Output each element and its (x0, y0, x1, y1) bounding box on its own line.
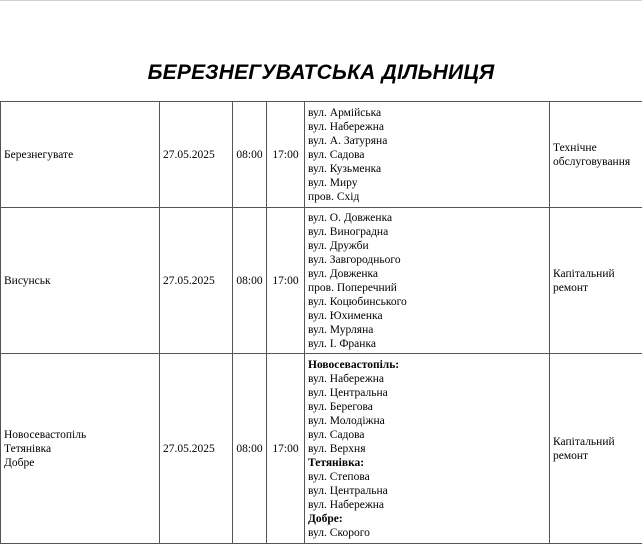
street-name: вул. Кузьменка (308, 162, 546, 176)
end-time-cell: 17:00 (267, 208, 305, 354)
work-type-cell: Технічне обслуговування (550, 102, 642, 208)
table-row (1, 208, 642, 354)
street-name: вул. Скорого (308, 526, 546, 540)
location-name: Тетянівка (4, 442, 156, 456)
street-name: вул. Виноградна (308, 225, 546, 239)
location-cell (1, 354, 160, 544)
streets-cell (305, 354, 550, 544)
table-row (1, 354, 642, 544)
street-name: вул. Дружби (308, 239, 546, 253)
work-type-cell: Капітальний ремонт (550, 354, 642, 544)
start-time-cell: 08:00 (233, 354, 267, 544)
street-name: вул. Центральна (308, 484, 546, 498)
settlement-heading: Добре: (308, 512, 546, 526)
location-name: Добре (4, 456, 156, 470)
settlement-heading: Тетянівка: (308, 456, 546, 470)
street-name: вул. Садова (308, 428, 546, 442)
street-name: вул. Набережна (308, 372, 546, 386)
street-name: вул. Берегова (308, 400, 546, 414)
start-time-cell: 08:00 (233, 102, 267, 208)
location-name: Новосевастопіль (4, 428, 156, 442)
street-name: вул. О. Довженка (308, 211, 546, 225)
date-cell: 27.05.2025 (160, 102, 233, 208)
date-cell: 27.05.2025 (160, 354, 233, 544)
street-name: вул. Мурляна (308, 323, 546, 337)
streets-cell (305, 102, 550, 208)
table-row (1, 102, 642, 208)
location-cell (1, 102, 160, 208)
street-name: вул. Коцюбинського (308, 295, 546, 309)
street-name: вул. Набережна (308, 120, 546, 134)
street-name: вул. Верхня (308, 442, 546, 456)
work-type-cell: Капітальний ремонт (550, 208, 642, 354)
location-cell (1, 208, 160, 354)
street-name: вул. Юхименка (308, 309, 546, 323)
street-name: вул. А. Затуряна (308, 134, 546, 148)
street-name: пров. Схід (308, 190, 546, 204)
street-name: пров. Поперечний (308, 281, 546, 295)
outage-schedule-table (0, 101, 642, 544)
street-name: вул. Центральна (308, 386, 546, 400)
street-name: вул. І. Франка (308, 337, 546, 351)
settlement-heading: Новосевастопіль: (308, 358, 546, 372)
street-name: вул. Миру (308, 176, 546, 190)
end-time-cell: 17:00 (267, 102, 305, 208)
street-name: вул. Набережна (308, 498, 546, 512)
street-name: вул. Армійська (308, 106, 546, 120)
page-title: БЕРЕЗНЕГУВАТСЬКА ДІЛЬНИЦЯ (0, 58, 642, 88)
street-name: вул. Садова (308, 148, 546, 162)
location-name: Висунськ (4, 274, 156, 288)
location-name: Березнегувате (4, 148, 156, 162)
top-border (0, 0, 642, 1)
street-name: вул. Завгороднього (308, 253, 546, 267)
end-time-cell: 17:00 (267, 354, 305, 544)
street-name: вул. Степова (308, 470, 546, 484)
street-name: вул. Молодіжна (308, 414, 546, 428)
start-time-cell: 08:00 (233, 208, 267, 354)
date-cell: 27.05.2025 (160, 208, 233, 354)
street-name: вул. Довженка (308, 267, 546, 281)
streets-cell (305, 208, 550, 354)
